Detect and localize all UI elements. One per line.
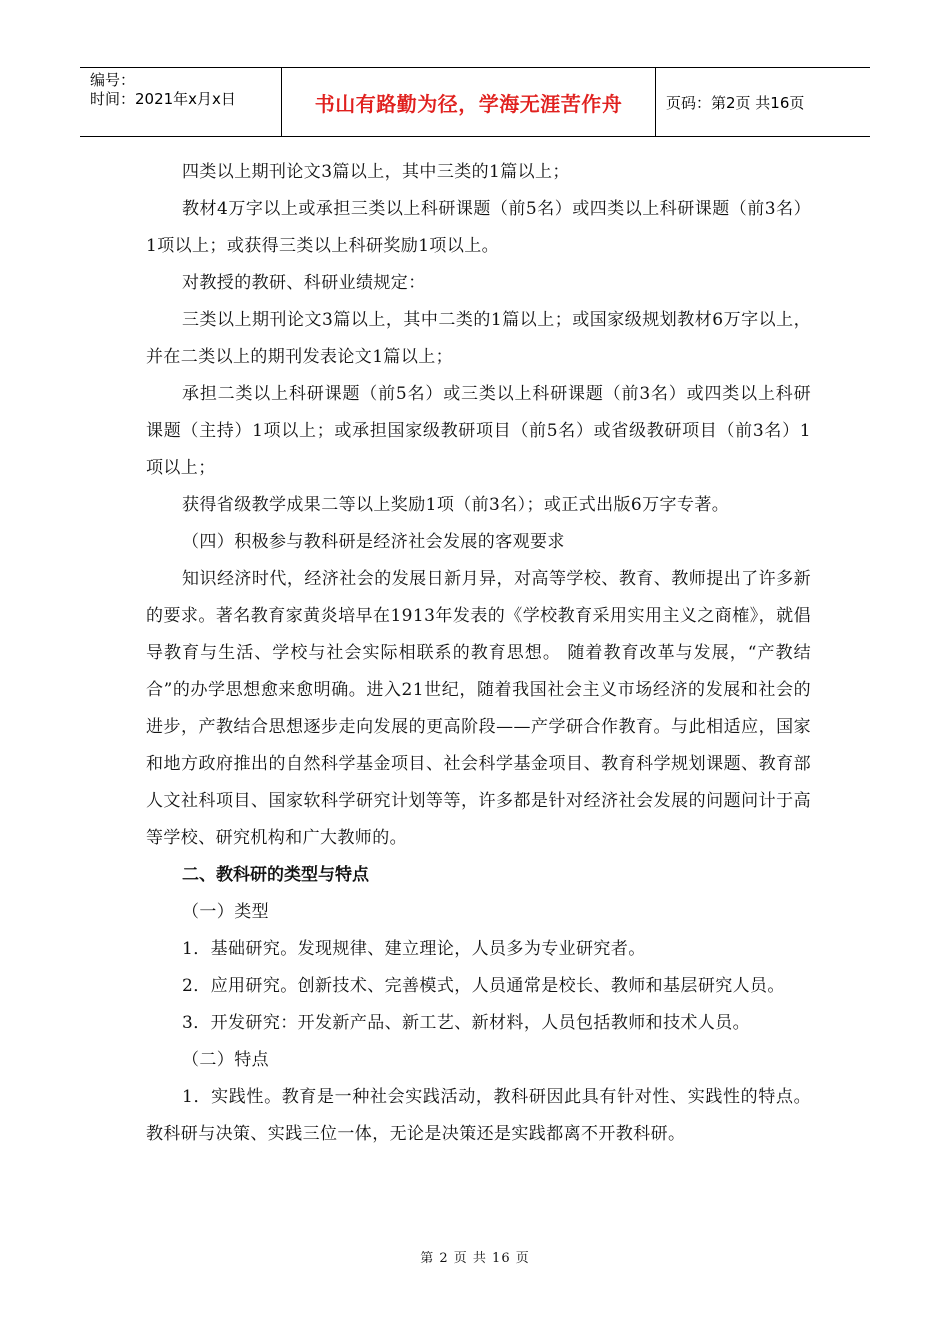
list-item: 1．实践性。教育是一种社会实践活动，教科研因此具有针对性、实践性的特点。教科研与决策、实践三位一体，无论是决策还是实践都离不开教科研。 <box>146 1087 811 1144</box>
list-item: 1．基础研究。发现规律、建立理论，人员多为专业研究者。 <box>182 939 646 959</box>
header-page-info <box>656 68 870 136</box>
document-header <box>80 67 870 137</box>
header-meta <box>80 68 282 136</box>
list-item: 3．开发研究：开发新产品、新工艺、新材料，人员包括教师和技术人员。 <box>182 1013 751 1033</box>
subsection-heading: （二）特点 <box>182 1050 269 1070</box>
page-footer: 第 2 页 共 16 页 <box>420 1251 530 1266</box>
paragraph: 承担二类以上科研课题（前5名）或三类以上科研课题（前3名）或四类以上科研课题（主持）1项以上；或承担国家级教研项目（前5名）或省级教研项目（前3名）1项以上； <box>146 384 811 478</box>
list-item: 2．应用研究。创新技术、完善模式，人员通常是校长、教师和基层研究人员。 <box>182 976 785 996</box>
header-motto: 书山有路勤为径，学海无涯苦作舟 <box>314 91 623 116</box>
section-heading: 二、教科研的类型与特点 <box>182 865 369 885</box>
subsection-heading: （四）积极参与教科研是经济社会发展的客观要求 <box>182 532 565 552</box>
page-number-info: 页码：第2页 共16页 <box>666 93 805 112</box>
paragraph: 教材4万字以上或承担三类以上科研课题（前5名）或四类以上科研课题（前3名）1项以上；或获得三类以上科研奖励1项以上。 <box>146 199 811 256</box>
paragraph: 知识经济时代，经济社会的发展日新月异，对高等学校、教育、教师提出了许多新的要求。著名教育家黄炎培早在1913年发表的《学校教育采用实用主义之商榷》，就倡导教育与生活、学校与社会实际相联系的教育思想。 随着教育改革与发展，“产教结合”的办学思想愈来愈明确。进入21世纪，随着我国社会主义市场经济的发展和社会的进步，产教结合思想逐步走向发展的更高阶段——产学研合作教育。与此相适应，国家和地方政府推出的自然科学基金项目、社会科学基金项目、教育科学规划课题、教育部人文社科项目、国家软科学研究计划等等，许多都是针对经济社会发展的问题问计于高等学校、研究机构和广大教师的。 <box>146 569 811 848</box>
document-body <box>146 154 811 1153</box>
paragraph: 获得省级教学成果二等以上奖励1项（前3名）；或正式出版6万字专著。 <box>182 495 730 515</box>
paragraph: 四类以上期刊论文3篇以上，其中三类的1篇以上； <box>182 162 570 182</box>
paragraph: 三类以上期刊论文3篇以上，其中二类的1篇以上；或国家级规划教材6万字以上，并在二类以上的期刊发表论文1篇以上； <box>146 310 811 367</box>
document-number-label: 编号： <box>90 71 136 89</box>
document-date: 时间：2021年x月x日 <box>90 90 236 108</box>
paragraph: 对教授的教研、科研业绩规定： <box>182 273 426 293</box>
header-motto-cell <box>282 68 656 136</box>
subsection-heading: （一）类型 <box>182 902 269 922</box>
